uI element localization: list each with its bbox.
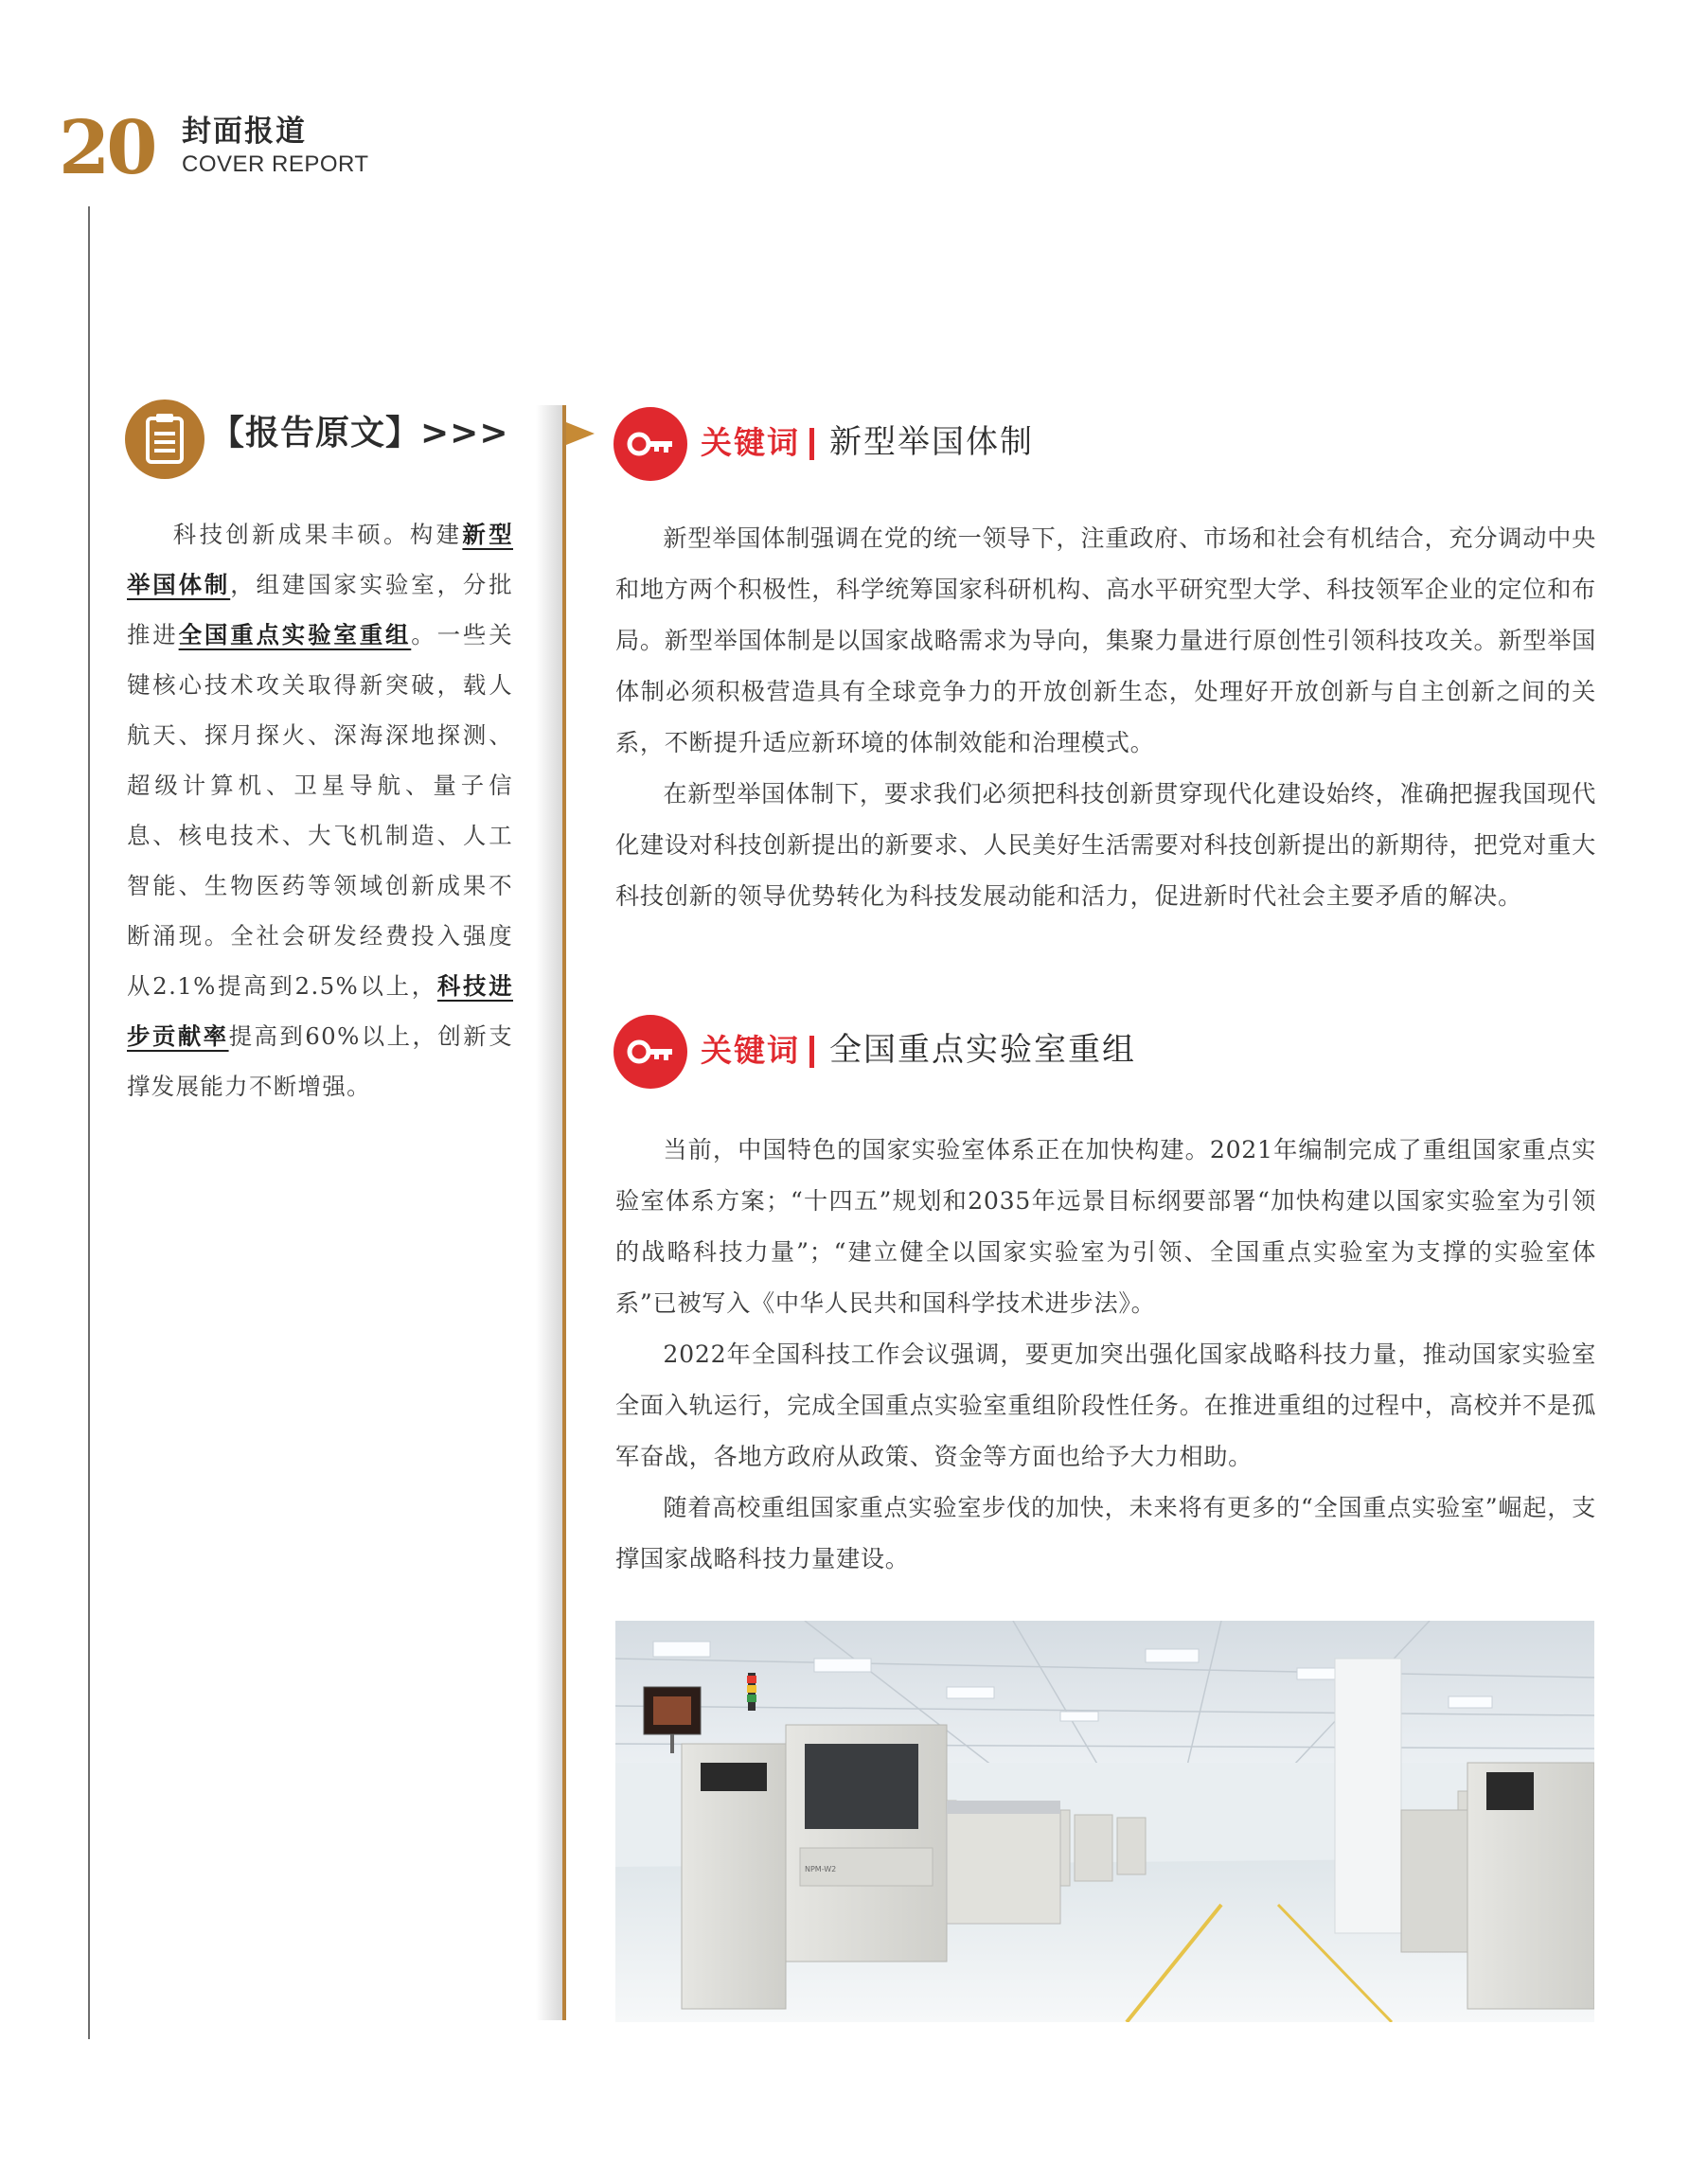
- sidebar-text-segment: 提高到60%以上，创新支撑发展能力不断增强。: [127, 1022, 513, 1100]
- section-title: 封面报道: [182, 115, 307, 149]
- paragraph: 新型举国体制强调在党的统一领导下，注重政府、市场和社会有机结合，充分调动中央和地方两个积极性，科学统筹国家科研机构、高水平研究型大学、科技领军企业的定位和布局。新型举国体制是以国家战略需求为导向，集聚力量进行原创性引领科技攻关。新型举国体制必须积极营造具有全球竞争力的开放创新生态，处理好开放创新与自主创新之间的关系，不断提升适应新环境的体制效能和治理模式。: [615, 524, 1596, 756]
- report-heading: 【报告原文】>>>: [210, 414, 509, 453]
- highlight-term: 新型举国体制: [127, 521, 513, 598]
- report-document-icon: [125, 400, 204, 479]
- sidebar-text-segment: 科技创新成果丰硕。构建: [172, 521, 463, 548]
- keyword-heading: [613, 1015, 1182, 1091]
- lab-photo: [615, 1621, 1594, 2022]
- divider-arrow: [566, 422, 595, 445]
- highlight-term: 科技进步贡献率: [127, 972, 513, 1050]
- left-margin-rule: [88, 206, 90, 2039]
- keyword-label: 关键词: [701, 1032, 800, 1069]
- section-subtitle: COVER REPORT: [182, 151, 369, 177]
- section-body: [615, 513, 1596, 922]
- keyword-label: 关键词: [701, 424, 800, 461]
- keyword-topic: 新型举国体制: [829, 423, 1034, 461]
- paragraph: 当前，中国特色的国家实验室体系正在加快构建。2021年编制完成了重组国家重点实验室体系方案；“十四五”规划和2035年远景目标纲要部署“加快构建以国家实验室为引领的战略科技力量”；“建立健全以国家实验室为引领、全国重点实验室为支撑的实验室体系”已被写入《中华人民共和国科学技术进步法》。: [615, 1136, 1596, 1317]
- key-icon: [613, 407, 687, 481]
- divider-shadow: [536, 405, 564, 2020]
- keyword-heading: [613, 407, 1087, 483]
- sidebar-text-segment: ，组建国家实验室，分批推进: [127, 571, 513, 648]
- section-body: [615, 1125, 1596, 1585]
- paragraph: 在新型举国体制下，要求我们必须把科技创新贯穿现代化建设始终，准确把握我国现代化建设对科技创新提出的新要求、人民美好生活需要对科技创新提出的新期待，把党对重大科技创新的领导优势转化为科技发展动能和活力，促进新时代社会主要矛盾的解决。: [615, 780, 1596, 910]
- sidebar-text-segment: 。一些关键核心技术攻关取得新突破，载人航天、探月探火、深海深地探测、超级计算机、卫星导航、量子信息、核电技术、大飞机制造、人工智能、生物医药等领域创新成果不断涌现。全社会研发经费投入强度从2.1%提高到2.5%以上，: [127, 621, 513, 1000]
- machine-label: NPM-W2: [805, 1865, 837, 1873]
- paragraph: 随着高校重组国家重点实验室步伐的加快，未来将有更多的“全国重点实验室”崛起，支撑国家战略科技力量建设。: [615, 1494, 1596, 1572]
- column-divider: [562, 405, 566, 2020]
- sidebar-report-text: [127, 509, 513, 1111]
- key-icon: [613, 1015, 687, 1089]
- keyword-separator: [809, 1036, 814, 1068]
- keyword-separator: [809, 428, 814, 460]
- keyword-topic: 全国重点实验室重组: [829, 1031, 1136, 1069]
- paragraph: 2022年全国科技工作会议强调，要更加突出强化国家战略科技力量，推动国家实验室全面入轨运行，完成全国重点实验室重组阶段性任务。在推进重组的过程中，高校并不是孤军奋战，各地方政府从政策、资金等方面也给予大力相助。: [615, 1341, 1596, 1470]
- highlight-term: 全国重点实验室重组: [178, 621, 412, 648]
- page-number: 20: [59, 105, 154, 191]
